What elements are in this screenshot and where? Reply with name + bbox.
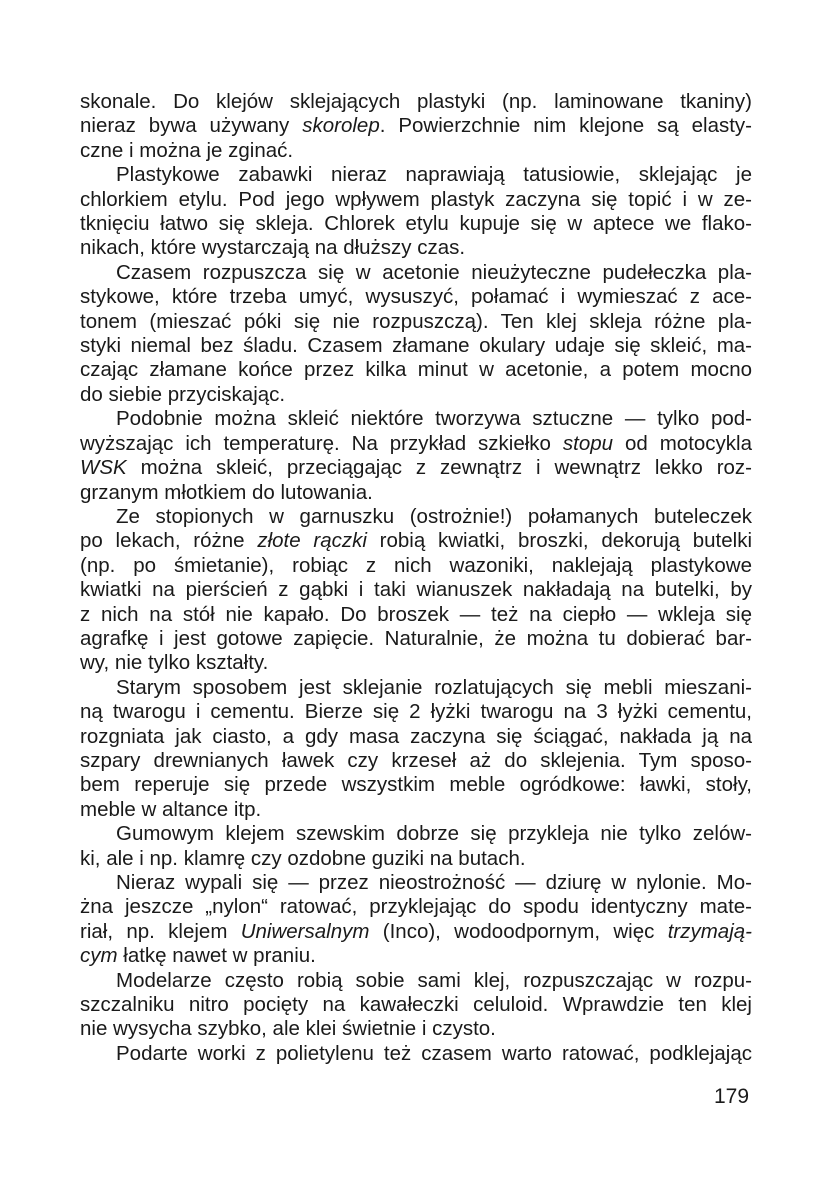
italic-term: WSK (80, 456, 127, 480)
text-line: agrafkę i jest gotowe zapięcie. Naturalnie, że można tu dobierać bar- (80, 626, 752, 650)
text-line: riał, np. klejem Uniwersalnym (Inco), wodoodpornym, więc trzymają- (80, 919, 752, 943)
text-line: Podarte worki z polietylenu też czasem warto ratować, podklejając (116, 1041, 752, 1065)
paragraph (80, 1042, 752, 1066)
italic-term: skorolep (302, 114, 380, 138)
italic-term: Uniwersalnym (240, 919, 370, 943)
paragraph (80, 90, 752, 163)
text-line: (np. po śmietanie), robiąc z nich wazoniki, naklejają plastykowe (80, 553, 752, 577)
text-line: wy, nie tylko kształty. (80, 651, 269, 675)
text-line: Gumowym klejem szewskim dobrze się przykleja nie tylko zelów- (116, 822, 752, 846)
italic-term: trzymają- (667, 919, 752, 943)
text-line: Podobnie można skleić niektóre tworzywa sztuczne — tylko pod- (116, 407, 752, 431)
page-number: 179 (714, 1085, 750, 1108)
paragraph (80, 505, 752, 676)
paragraph (80, 969, 752, 1042)
text-line: kwiatki na pierścień z gąbki i taki wianuszek nakładają na butelki, by (80, 578, 752, 602)
body-text (80, 90, 752, 1066)
text-line: stykowe, które trzeba umyć, wysuszyć, połamać i wymieszać z ace- (80, 285, 752, 309)
paragraph (80, 261, 752, 407)
paragraph (80, 163, 752, 261)
text-line: nie wysycha szybko, ale klei świetnie i czysto. (80, 1017, 496, 1041)
text-line: Nieraz wypali się — przez nieostrożność — dziurę w nylonie. Mo- (116, 871, 752, 894)
text-line: Czasem rozpuszcza się w acetonie nieużyteczne pudełeczka pla- (116, 260, 752, 284)
text-line: WSK można skleić, przeciągając z zewnątrz i wewnątrz lekko roz- (80, 456, 752, 480)
text-line: żna jeszcze „nylon“ ratować, przyklejając do spodu identyczny mate- (80, 895, 752, 919)
italic-term: cym (80, 944, 118, 968)
text-line: bem reperuje się przede wszystkim meble ogródkowe: ławki, stoły, (80, 773, 752, 797)
text-line: z nich na stół nie kapało. Do broszek — też na ciepło — wkleja się (80, 602, 752, 626)
text-line: szczalniku nitro pocięty na kawałeczki celuloid. Wprawdzie ten klej (80, 993, 752, 1017)
text-line: tonem (mieszać póki się nie rozpuszczą). Ten klej skleja różne pla- (80, 309, 752, 333)
italic-term: stopu (562, 431, 614, 455)
text-line: po lekach, różne złote rączki robią kwiatki, broszki, dekorują butelki (80, 529, 753, 553)
text-line: skonale. Do klejów sklejających plastyki (np. laminowane tkaniny) (80, 90, 752, 113)
text-line: szpary drewnianych ławek czy krzeseł aż do sklejenia. Tym sposo- (80, 748, 752, 772)
text-line: czając złamane końce przez kilka minut w acetonie, a potem mocno (80, 358, 752, 382)
text-line: meble w altance itp. (80, 797, 262, 821)
text-line: rozgniata jak ciasto, a gdy masa zaczyna się ściągać, nakłada ją na (80, 724, 752, 748)
text-line: cym łatkę nawet w praniu. (80, 944, 316, 968)
text-line: wyższając ich temperaturę. Na przykład szkiełko stopu od motocykla (80, 431, 752, 455)
text-line: ną twarogu i cementu. Bierze się 2 łyżki twarogu na 3 łyżki cementu, (80, 700, 752, 724)
text-line: nieraz bywa używany skorolep. Powierzchnie nim klejone są elasty- (80, 114, 752, 138)
text-line: nikach, które wystarczają na dłuższy czas. (80, 236, 466, 260)
paragraph (80, 871, 752, 969)
text-line: styki niemal bez śladu. Czasem złamane okulary udaje się skleić, ma- (80, 334, 752, 358)
text-line: Modelarze często robią sobie sami klej, rozpuszczając w rozpu- (116, 968, 752, 992)
text-line: tknięciu łatwo się skleja. Chlorek etylu kupuje się w aptece we flako- (80, 212, 752, 236)
text-line: do siebie przyciskając. (80, 382, 286, 406)
text-line: Plastykowe zabawki nieraz naprawiają tatusiowie, sklejając je (116, 163, 752, 187)
paragraph (80, 822, 752, 871)
text-line: Ze stopionych w garnuszku (ostrożnie!) połamanych buteleczek (116, 504, 752, 528)
text-line: Starym sposobem jest sklejanie rozlatujących się mebli mieszani- (116, 675, 752, 699)
text-line: chlorkiem etylu. Pod jego wpływem plastyk zaczyna się topić i w ze- (80, 187, 752, 211)
text-line: czne i można je zginać. (80, 138, 294, 162)
paragraph (80, 407, 752, 505)
paragraph (80, 676, 752, 822)
italic-term: złote rączki (257, 529, 367, 553)
text-line: grzanym młotkiem do lutowania. (80, 480, 373, 504)
text-line: ki, ale i np. klamrę czy ozdobne guziki na butach. (80, 846, 526, 870)
